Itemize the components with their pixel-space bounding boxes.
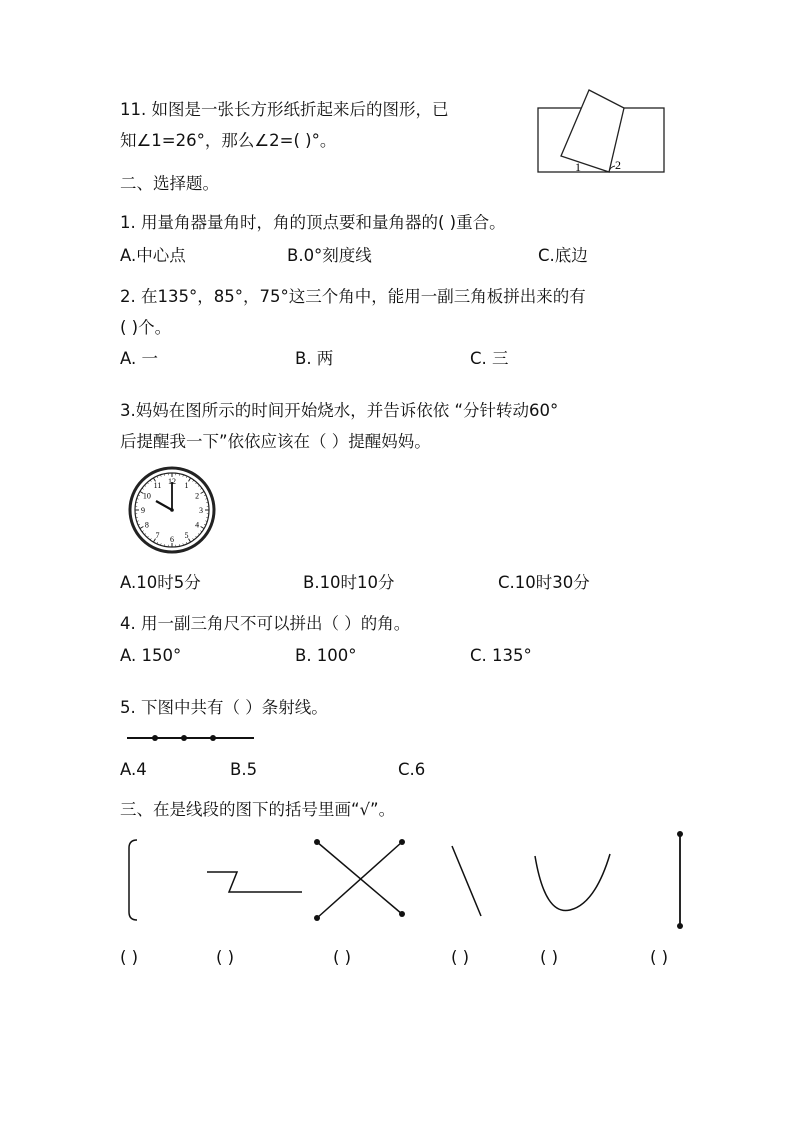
- answer-bracket-5[interactable]: ( ): [540, 948, 559, 967]
- answer-bracket-4[interactable]: ( ): [451, 948, 470, 967]
- clock-numeral: 12: [168, 477, 176, 486]
- rays-figure: [124, 728, 259, 748]
- clock-tick: [198, 533, 200, 534]
- q2-option-b: B. 两: [295, 349, 334, 368]
- clock-numeral: 9: [141, 506, 145, 515]
- shape-curve: [535, 854, 610, 911]
- clock-numeral: 11: [153, 480, 162, 490]
- segment-endpoint: [399, 911, 405, 917]
- clock-numeral: 3: [199, 506, 203, 515]
- answer-bracket-2[interactable]: ( ): [216, 948, 235, 967]
- q3-option-b: B.10时10分: [303, 573, 395, 592]
- answer-bracket-6[interactable]: ( ): [650, 948, 669, 967]
- segment-endpoint: [314, 915, 320, 921]
- q4-stem: 4. 用一副三角尺不可以拼出（ ）的角。: [120, 614, 411, 633]
- q2-option-a: A. 一: [120, 349, 158, 368]
- q5-option-b: B.5: [230, 760, 258, 779]
- q3-stem-line1: 3.妈妈在图所示的时间开始烧水，并告诉依依 “分针转动60°: [120, 401, 559, 420]
- clock-numeral: 2: [195, 491, 200, 501]
- q4-option-c: C. 135°: [470, 646, 532, 665]
- clock-tick: [201, 492, 204, 494]
- clock-tick: [189, 539, 191, 542]
- clock-tick: [140, 527, 143, 529]
- segment-endpoint: [677, 923, 683, 929]
- q11-line2: 知∠1=26°，那么∠2=( )°。: [120, 131, 337, 150]
- q1-option-c: C.底边: [538, 246, 588, 265]
- clock-numeral: 5: [184, 531, 189, 541]
- segment-endpoint: [399, 839, 405, 845]
- q3-option-a: A.10时5分: [120, 573, 201, 592]
- angle-label-2: 2: [615, 158, 621, 172]
- q2-option-c: C. 三: [470, 349, 509, 368]
- segment-endpoint: [677, 831, 683, 837]
- clock-tick: [154, 539, 156, 542]
- q2-stem-line2: ( )个。: [120, 318, 172, 337]
- clock-tick: [145, 533, 147, 534]
- q11-line1: 11. 如图是一张长方形纸折起来后的图形，已: [120, 100, 449, 119]
- clock-tick: [147, 483, 148, 485]
- section2-title: 二、选择题。: [120, 174, 219, 193]
- q1-option-a: A.中心点: [120, 246, 186, 265]
- q5-option-c: C.6: [398, 760, 426, 779]
- q5-option-a: A.4: [120, 760, 147, 779]
- angle-label-1: 1: [575, 160, 581, 174]
- clock-numeral: 6: [170, 535, 174, 544]
- clock-center: [170, 508, 174, 512]
- q1-option-b: B.0°刻度线: [287, 246, 372, 265]
- clock-tick: [145, 485, 147, 486]
- clock-numeral: 1: [184, 480, 189, 490]
- folded-paper-figure: [535, 86, 670, 178]
- clock-tick: [147, 536, 148, 538]
- shapes-row: [115, 826, 715, 934]
- section3-title: 三、在是线段的图下的括号里画“√”。: [120, 800, 396, 819]
- answer-bracket-1[interactable]: ( ): [120, 948, 139, 967]
- clock-numeral: 10: [142, 491, 151, 501]
- clock-numeral: 8: [144, 520, 149, 530]
- clock-numeral: 4: [195, 520, 200, 530]
- q3-stem-line2: 后提醒我一下”依依应该在（ ）提醒妈妈。: [120, 432, 431, 451]
- clock-tick: [201, 527, 204, 529]
- q5-stem: 5. 下图中共有（ ）条射线。: [120, 698, 328, 717]
- q2-stem-line1: 2. 在135°，85°，75°这三个角中，能用一副三角板拼出来的有: [120, 287, 586, 306]
- ray-point-1: [152, 735, 158, 741]
- clock-numeral: 7: [155, 531, 160, 541]
- ray-point-2: [181, 735, 187, 741]
- q3-option-c: C.10时30分: [498, 573, 590, 592]
- answer-bracket-3[interactable]: ( ): [333, 948, 352, 967]
- q4-option-b: B. 100°: [295, 646, 357, 665]
- q1-stem: 1. 用量角器量角时，角的顶点要和量角器的( )重合。: [120, 213, 506, 232]
- q4-option-a: A. 150°: [120, 646, 182, 665]
- clock-tick: [195, 483, 196, 485]
- segment-endpoint: [314, 839, 320, 845]
- clock-figure: [126, 464, 218, 556]
- shape-zigzag-line: [207, 872, 302, 892]
- clock-tick: [189, 478, 191, 481]
- hour-hand: [156, 501, 172, 510]
- clock-tick: [195, 536, 196, 538]
- shape-straight-line: [452, 846, 481, 916]
- ray-point-3: [210, 735, 216, 741]
- shape-bracket-curve: [129, 840, 137, 920]
- clock-tick: [198, 485, 200, 486]
